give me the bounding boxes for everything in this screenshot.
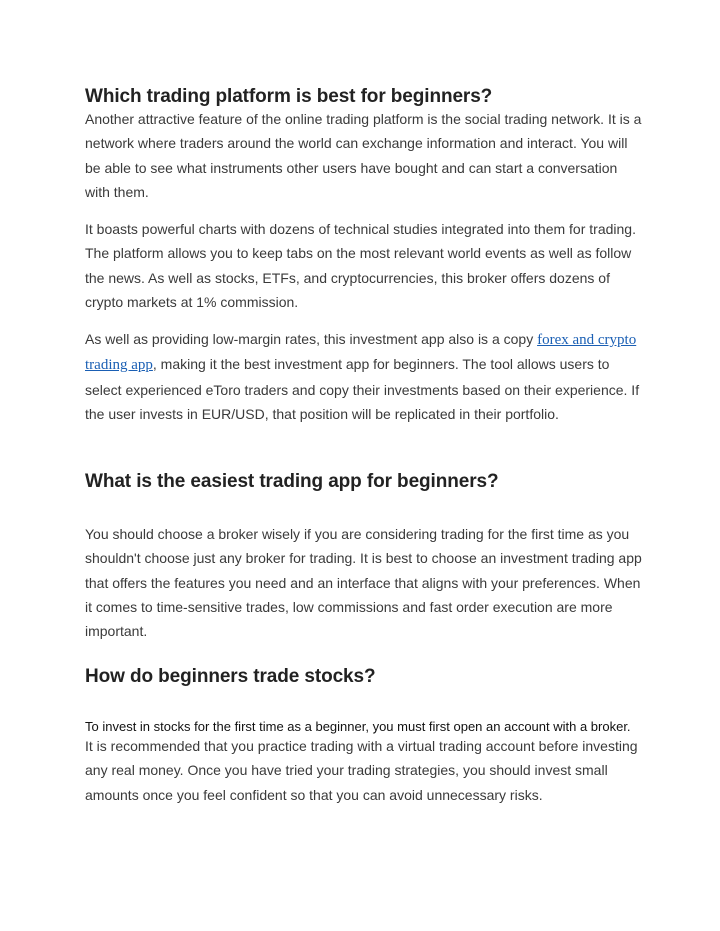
- paragraph-copy-trading: [85, 327, 645, 426]
- copy-trading-text-before: As well as providing low-margin rates, this investment app also is a copy: [85, 331, 538, 347]
- paragraph-open-account: To invest in stocks for the first time as a beginner, you must first open an account with a broker.: [85, 719, 631, 734]
- paragraph-virtual-account: It is recommended that you practice trading with a virtual trading account before investing any real money. Once you have tried your trading strategies, you should invest small amounts once you feel confident so that you can avoid unnecessary risks.: [85, 738, 638, 803]
- section-heading-best-platform: Which trading platform is best for beginners?: [85, 86, 493, 107]
- section-heading-trade-stocks: How do beginners trade stocks?: [85, 666, 376, 687]
- paragraph-charts: It boasts powerful charts with dozens of technical studies integrated into them for trading. The platform allows you to keep tabs on the most relevant world events as well as follow the news. As well as stocks, ETFs, and cryptocurrencies, this broker offers dozens of crypto markets at 1% commission.: [85, 221, 636, 310]
- copy-trading-text-after: , making it the best investment app for beginners. The tool allows users to select experienced eToro traders and copy their investments based on their experience. If the user invests in EUR/USD, that position will be replicated in their portfolio.: [85, 356, 640, 422]
- paragraph-choose-broker: You should choose a broker wisely if you are considering trading for the first time as you shouldn't choose just any broker for trading. It is best to choose an investment trading app that offers the features you need and an interface that aligns with your preferences. When it comes to time-sensitive trades, low commissions and fast order execution are more important.: [85, 526, 642, 640]
- forex-crypto-app-link[interactable]: forex and crypto trading app: [85, 332, 637, 374]
- section-heading-easiest-app: What is the easiest trading app for beginners?: [85, 471, 499, 492]
- paragraph-social-trading: Another attractive feature of the online trading platform is the social trading network. It is a network where traders around the world can exchange information and interact. You will be able to see what instruments other users have bought and can start a conversation with them.: [85, 111, 642, 200]
